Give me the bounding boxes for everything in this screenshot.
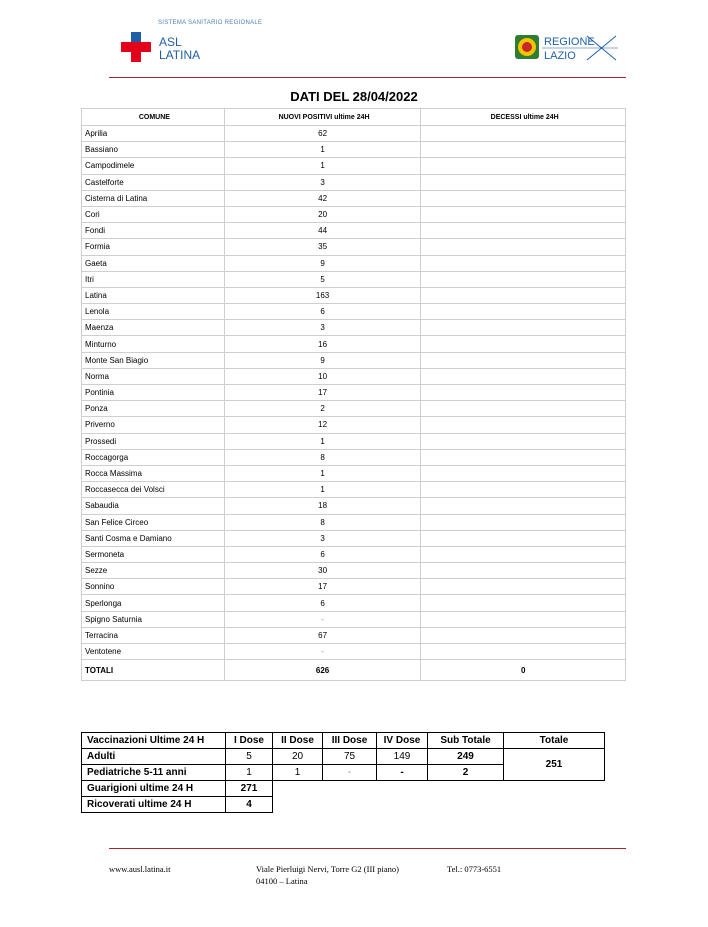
vax-adulti-iii: 75 bbox=[323, 749, 377, 765]
positivi-cell: 5 bbox=[224, 271, 421, 287]
decessi-cell bbox=[421, 126, 626, 142]
guarigioni-label: Guarigioni ultime 24 H bbox=[82, 781, 226, 797]
col-comune-header: COMUNE bbox=[82, 109, 225, 126]
positivi-cell: 1 bbox=[224, 433, 421, 449]
decessi-cell bbox=[421, 498, 626, 514]
table-row bbox=[82, 579, 626, 595]
positivi-cell: 9 bbox=[224, 352, 421, 368]
vax-pediatriche-label: Pediatriche 5-11 anni bbox=[82, 765, 226, 781]
table-row bbox=[82, 304, 626, 320]
totals-decessi: 0 bbox=[421, 660, 626, 681]
region-line2: LAZIO bbox=[544, 50, 576, 62]
table-row bbox=[82, 174, 626, 190]
comune-cell: Itri bbox=[82, 271, 225, 287]
positivi-cell: 1 bbox=[224, 158, 421, 174]
table-row bbox=[82, 223, 626, 239]
table-row bbox=[82, 482, 626, 498]
table-row bbox=[82, 320, 626, 336]
table-row bbox=[82, 546, 626, 562]
positivi-cell: 163 bbox=[224, 287, 421, 303]
positivi-cell: 3 bbox=[224, 530, 421, 546]
positivi-cell: 17 bbox=[224, 385, 421, 401]
vax-col-iv-dose: IV Dose bbox=[377, 733, 428, 749]
decessi-cell bbox=[421, 546, 626, 562]
positivi-cell: 10 bbox=[224, 368, 421, 384]
table-row bbox=[82, 498, 626, 514]
comune-cell: Terracina bbox=[82, 627, 225, 643]
col-decessi-header: DECESSI ultime 24H bbox=[421, 109, 626, 126]
comune-cell: Lenola bbox=[82, 304, 225, 320]
comune-cell: Cori bbox=[82, 206, 225, 222]
decessi-cell bbox=[421, 530, 626, 546]
ricoverati-value: 4 bbox=[226, 797, 273, 813]
positivi-cell: 9 bbox=[224, 255, 421, 271]
col-positivi-header: NUOVI POSITIVI ultime 24H bbox=[224, 109, 421, 126]
decessi-cell bbox=[421, 595, 626, 611]
comune-cell: Aprilia bbox=[82, 126, 225, 142]
comune-cell: Campodimele bbox=[82, 158, 225, 174]
footer-rule bbox=[109, 848, 626, 849]
decessi-cell bbox=[421, 304, 626, 320]
positivi-cell: 18 bbox=[224, 498, 421, 514]
comune-cell: Gaeta bbox=[82, 255, 225, 271]
positivi-cell: 62 bbox=[224, 126, 421, 142]
decessi-cell bbox=[421, 482, 626, 498]
table-row bbox=[82, 126, 626, 142]
positivi-cell: 44 bbox=[224, 223, 421, 239]
positivi-cell: 1 bbox=[224, 142, 421, 158]
positivi-cell: - bbox=[224, 611, 421, 627]
comune-cell: Roccagorga bbox=[82, 449, 225, 465]
vax-title: Vaccinazioni Ultime 24 H bbox=[82, 733, 226, 749]
decessi-cell bbox=[421, 336, 626, 352]
comune-cell: Spigno Saturnia bbox=[82, 611, 225, 627]
vax-col-iii-dose: III Dose bbox=[323, 733, 377, 749]
comune-cell: Pontinia bbox=[82, 385, 225, 401]
table-row bbox=[82, 433, 626, 449]
vax-adulti-subtotale: 249 bbox=[428, 749, 504, 765]
comune-cell: Santi Cosma e Damiano bbox=[82, 530, 225, 546]
vax-pediatriche-ii: 1 bbox=[273, 765, 323, 781]
decessi-cell bbox=[421, 206, 626, 222]
table-row bbox=[82, 255, 626, 271]
table-row bbox=[82, 368, 626, 384]
decessi-cell bbox=[421, 174, 626, 190]
footer-address-line2: 04100 – Latina bbox=[256, 876, 308, 886]
comune-cell: Roccasecca dei Volsci bbox=[82, 482, 225, 498]
table-row bbox=[82, 190, 626, 206]
vax-row-adulti bbox=[82, 749, 605, 765]
decessi-cell bbox=[421, 352, 626, 368]
comune-cell: Prossedi bbox=[82, 433, 225, 449]
vax-col-subtotale: Sub Totale bbox=[428, 733, 504, 749]
ricoverati-label: Ricoverati ultime 24 H bbox=[82, 797, 226, 813]
guarigioni-value: 271 bbox=[226, 781, 273, 797]
table-row bbox=[82, 401, 626, 417]
positivi-cell: 17 bbox=[224, 579, 421, 595]
comune-cell: Sonnino bbox=[82, 579, 225, 595]
decessi-cell bbox=[421, 271, 626, 287]
decessi-cell bbox=[421, 433, 626, 449]
positivi-cell: 3 bbox=[224, 174, 421, 190]
asl-cross-logo-icon bbox=[121, 32, 151, 62]
positivi-cell: 1 bbox=[224, 482, 421, 498]
positivi-cell: 8 bbox=[224, 449, 421, 465]
positivi-cell: 12 bbox=[224, 417, 421, 433]
vax-col-i-dose: I Dose bbox=[226, 733, 273, 749]
positivi-cell: 6 bbox=[224, 546, 421, 562]
positivi-cell: 1 bbox=[224, 465, 421, 481]
vax-adulti-label: Adulti bbox=[82, 749, 226, 765]
header-rule bbox=[109, 77, 626, 78]
comune-cell: Cisterna di Latina bbox=[82, 190, 225, 206]
table-row bbox=[82, 595, 626, 611]
totals-row bbox=[82, 660, 626, 681]
positivi-cell: 6 bbox=[224, 595, 421, 611]
table-row bbox=[82, 239, 626, 255]
decessi-cell bbox=[421, 644, 626, 660]
decessi-cell bbox=[421, 255, 626, 271]
comune-cell: Ventotene bbox=[82, 644, 225, 660]
table-row bbox=[82, 385, 626, 401]
table-row bbox=[82, 287, 626, 303]
table-row bbox=[82, 352, 626, 368]
comune-cell: Minturno bbox=[82, 336, 225, 352]
vaccinazioni-table bbox=[81, 732, 605, 813]
decessi-cell bbox=[421, 627, 626, 643]
comune-cell: Norma bbox=[82, 368, 225, 384]
table-row bbox=[82, 611, 626, 627]
totals-positivi: 626 bbox=[224, 660, 421, 681]
asl-logo-text bbox=[159, 36, 200, 62]
vax-col-ii-dose: II Dose bbox=[273, 733, 323, 749]
comune-cell: Formia bbox=[82, 239, 225, 255]
positivi-cell: 67 bbox=[224, 627, 421, 643]
comune-cell: Sermoneta bbox=[82, 546, 225, 562]
vax-adulti-ii: 20 bbox=[273, 749, 323, 765]
table-row bbox=[82, 158, 626, 174]
comune-cell: Rocca Massima bbox=[82, 465, 225, 481]
asl-line2: LATINA bbox=[159, 48, 201, 62]
decessi-cell bbox=[421, 190, 626, 206]
footer-phone: Tel.: 0773-6551 bbox=[447, 864, 502, 874]
positivi-table bbox=[81, 108, 626, 681]
table-row bbox=[82, 142, 626, 158]
totals-label: TOTALI bbox=[82, 660, 225, 681]
vax-pediatriche-iii: - bbox=[323, 765, 377, 781]
table-row bbox=[82, 627, 626, 643]
positivi-cell: 16 bbox=[224, 336, 421, 352]
table-row bbox=[82, 514, 626, 530]
decessi-cell bbox=[421, 514, 626, 530]
table-row bbox=[82, 563, 626, 579]
table-row bbox=[82, 336, 626, 352]
table-row bbox=[82, 644, 626, 660]
positivi-cell: - bbox=[224, 644, 421, 660]
positivi-cell: 6 bbox=[224, 304, 421, 320]
vax-pediatriche-i: 1 bbox=[226, 765, 273, 781]
footer-address-line1: Viale Pierluigi Nervi, Torre G2 (III piano) bbox=[256, 864, 399, 874]
vax-row-guarigioni bbox=[82, 781, 605, 797]
vax-adulti-i: 5 bbox=[226, 749, 273, 765]
decessi-cell bbox=[421, 449, 626, 465]
decessi-cell bbox=[421, 611, 626, 627]
comune-cell: Monte San Biagio bbox=[82, 352, 225, 368]
vax-totale: 251 bbox=[504, 749, 605, 781]
decessi-cell bbox=[421, 417, 626, 433]
regione-lazio-logo bbox=[514, 33, 620, 63]
positivi-cell: 35 bbox=[224, 239, 421, 255]
footer-website[interactable]: www.ausl.latina.it bbox=[109, 864, 171, 874]
region-line1: REGIONE bbox=[544, 36, 595, 48]
decessi-cell bbox=[421, 385, 626, 401]
decessi-cell bbox=[421, 142, 626, 158]
table-row bbox=[82, 530, 626, 546]
decessi-cell bbox=[421, 287, 626, 303]
decessi-cell bbox=[421, 320, 626, 336]
decessi-cell bbox=[421, 223, 626, 239]
vax-col-totale: Totale bbox=[504, 733, 605, 749]
decessi-cell bbox=[421, 368, 626, 384]
table-row bbox=[82, 206, 626, 222]
table-header-row bbox=[82, 109, 626, 126]
asl-supertitle: SISTEMA SANITARIO REGIONALE bbox=[158, 20, 263, 26]
table-row bbox=[82, 271, 626, 287]
positivi-cell: 20 bbox=[224, 206, 421, 222]
positivi-cell: 3 bbox=[224, 320, 421, 336]
comune-cell: Sperlonga bbox=[82, 595, 225, 611]
table-row bbox=[82, 465, 626, 481]
comune-cell: San Felice Circeo bbox=[82, 514, 225, 530]
comune-cell: Ponza bbox=[82, 401, 225, 417]
page-title: DATI DEL 28/04/2022 bbox=[290, 89, 418, 104]
comune-cell: Priverno bbox=[82, 417, 225, 433]
positivi-cell: 30 bbox=[224, 563, 421, 579]
positivi-cell: 42 bbox=[224, 190, 421, 206]
comune-cell: Castelforte bbox=[82, 174, 225, 190]
decessi-cell bbox=[421, 401, 626, 417]
comune-cell: Fondi bbox=[82, 223, 225, 239]
comune-cell: Latina bbox=[82, 287, 225, 303]
positivi-cell: 8 bbox=[224, 514, 421, 530]
vax-pediatriche-iv: - bbox=[377, 765, 428, 781]
vax-row-ricoverati bbox=[82, 797, 605, 813]
decessi-cell bbox=[421, 158, 626, 174]
vax-adulti-iv: 149 bbox=[377, 749, 428, 765]
comune-cell: Bassiano bbox=[82, 142, 225, 158]
vax-pediatriche-subtotale: 2 bbox=[428, 765, 504, 781]
decessi-cell bbox=[421, 563, 626, 579]
comune-cell: Maenza bbox=[82, 320, 225, 336]
vax-header-row bbox=[82, 733, 605, 749]
table-row bbox=[82, 417, 626, 433]
comune-cell: Sabaudia bbox=[82, 498, 225, 514]
decessi-cell bbox=[421, 465, 626, 481]
decessi-cell bbox=[421, 239, 626, 255]
asl-line1: ASL bbox=[159, 35, 182, 49]
comune-cell: Sezze bbox=[82, 563, 225, 579]
table-row bbox=[82, 449, 626, 465]
decessi-cell bbox=[421, 579, 626, 595]
positivi-cell: 2 bbox=[224, 401, 421, 417]
